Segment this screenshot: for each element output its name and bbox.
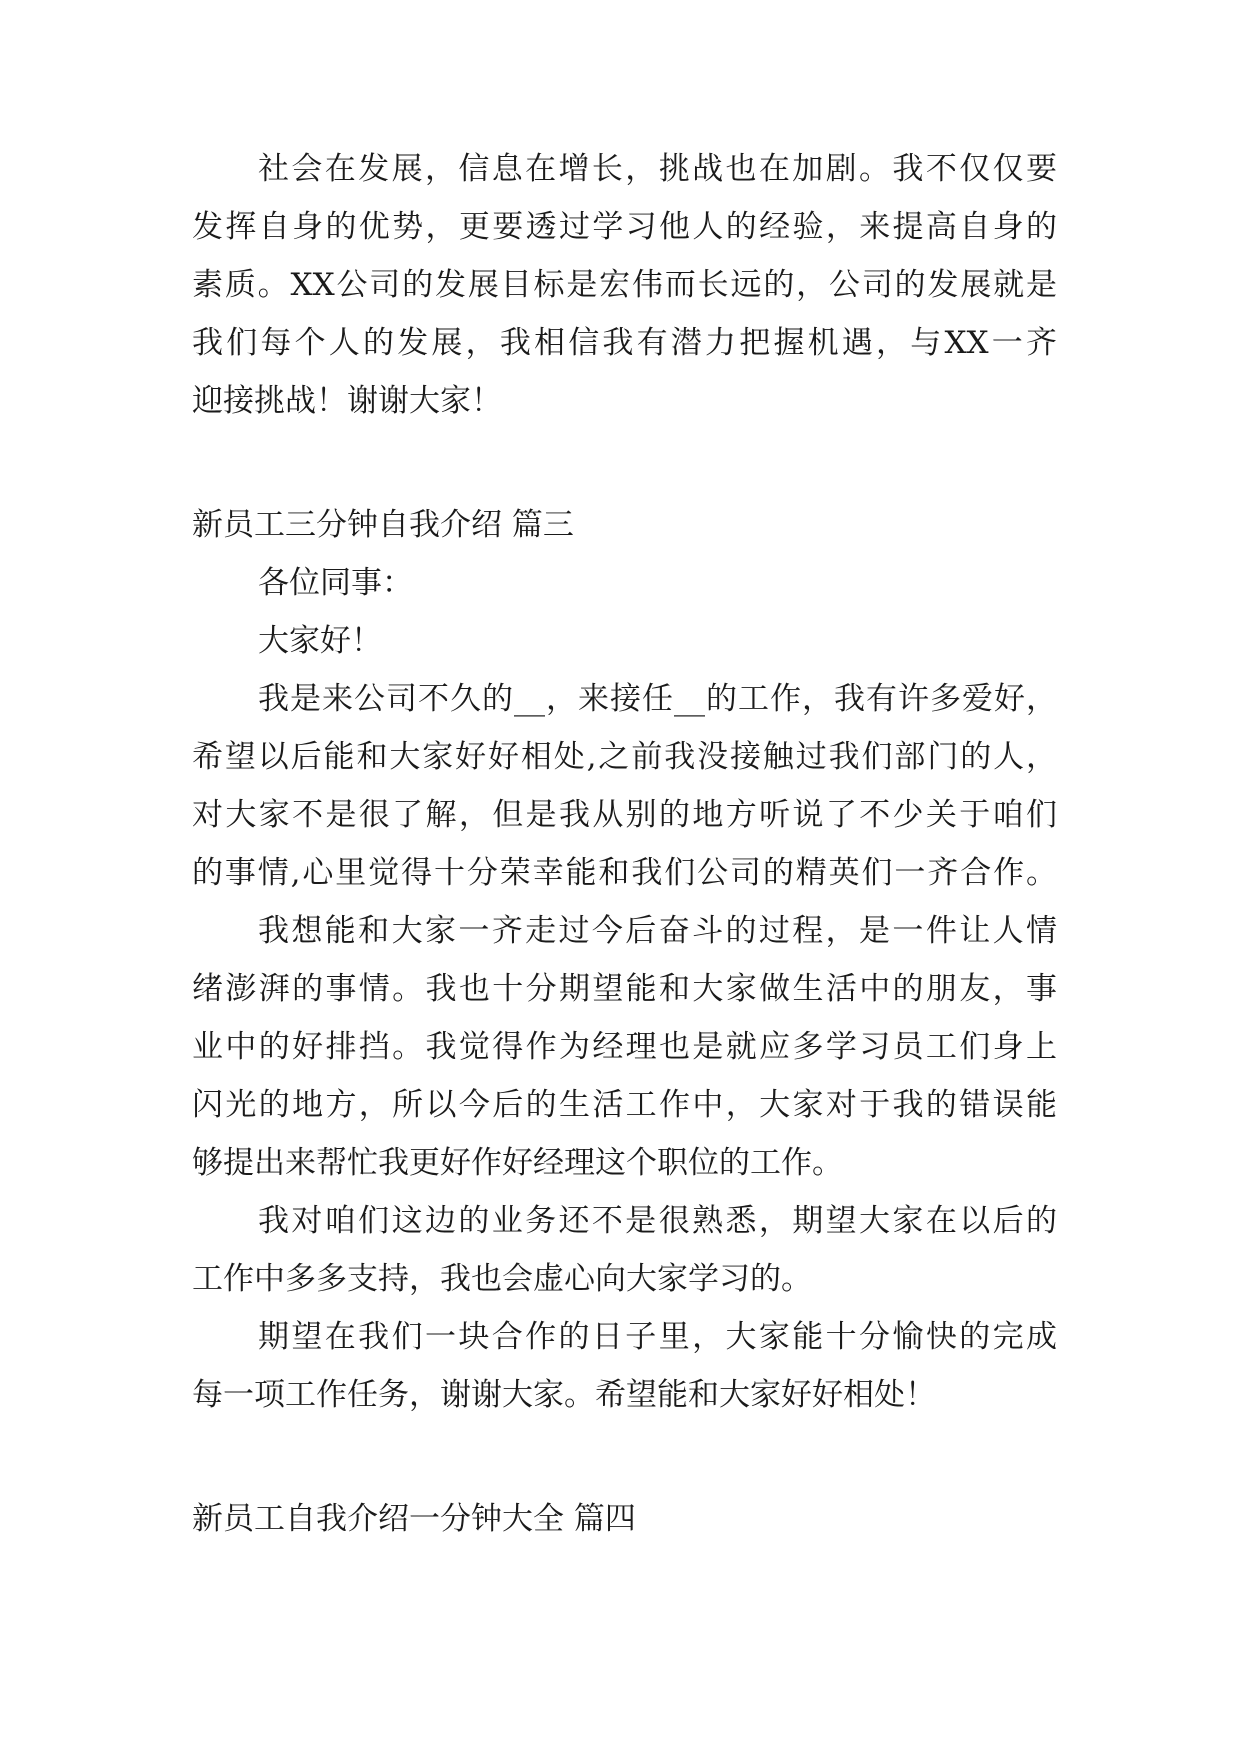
paragraph-line: 我们每个人的发展，我相信我有潜力把握机遇，与XX一齐: [192, 325, 1057, 361]
paragraph-line: 我对咱们这边的业务还不是很熟悉，期望大家在以后的: [258, 1203, 1057, 1239]
salutation: 大家好！: [258, 623, 382, 659]
paragraph-line: 迎接挑战！谢谢大家！: [192, 383, 502, 419]
paragraph-line: 绪澎湃的事情。我也十分期望能和大家做生活中的朋友，事: [192, 971, 1057, 1007]
paragraph-line: 期望在我们一块合作的日子里，大家能十分愉快的完成: [258, 1319, 1057, 1355]
section-heading: 新员工三分钟自我介绍 篇三: [192, 507, 574, 543]
greeting: 各位同事：: [258, 565, 413, 601]
paragraph-line: 希望以后能和大家好好相处,之前我没接触过我们部门的人，: [192, 739, 1057, 775]
paragraph-line: 发挥自身的优势，更要透过学习他人的经验，来提高自身的: [192, 209, 1057, 245]
paragraph-line: 素质。XX公司的发展目标是宏伟而长远的，公司的发展就是: [192, 267, 1057, 303]
paragraph-line: 我想能和大家一齐走过今后奋斗的过程，是一件让人情: [258, 913, 1057, 949]
paragraph-line: 对大家不是很了解，但是我从别的地方听说了不少关于咱们: [192, 797, 1057, 833]
paragraph-line: 工作中多多支持，我也会虚心向大家学习的。: [192, 1261, 812, 1297]
paragraph-line: 闪光的地方，所以今后的生活工作中，大家对于我的错误能: [192, 1087, 1057, 1123]
paragraph-line: 的事情,心里觉得十分荣幸能和我们公司的精英们一齐合作。: [192, 855, 1057, 891]
paragraph-line: 够提出来帮忙我更好作好经理这个职位的工作。: [192, 1145, 843, 1181]
paragraph-line: 我是来公司不久的__，来接任__的工作，我有许多爱好，: [258, 681, 1057, 717]
paragraph-line: 每一项工作任务，谢谢大家。希望能和大家好好相处！: [192, 1377, 936, 1413]
section-heading: 新员工自我介绍一分钟大全 篇四: [192, 1501, 636, 1537]
paragraph-line: 社会在发展，信息在增长，挑战也在加剧。我不仅仅要: [258, 151, 1057, 187]
paragraph-line: 业中的好排挡。我觉得作为经理也是就应多学习员工们身上: [192, 1029, 1057, 1065]
